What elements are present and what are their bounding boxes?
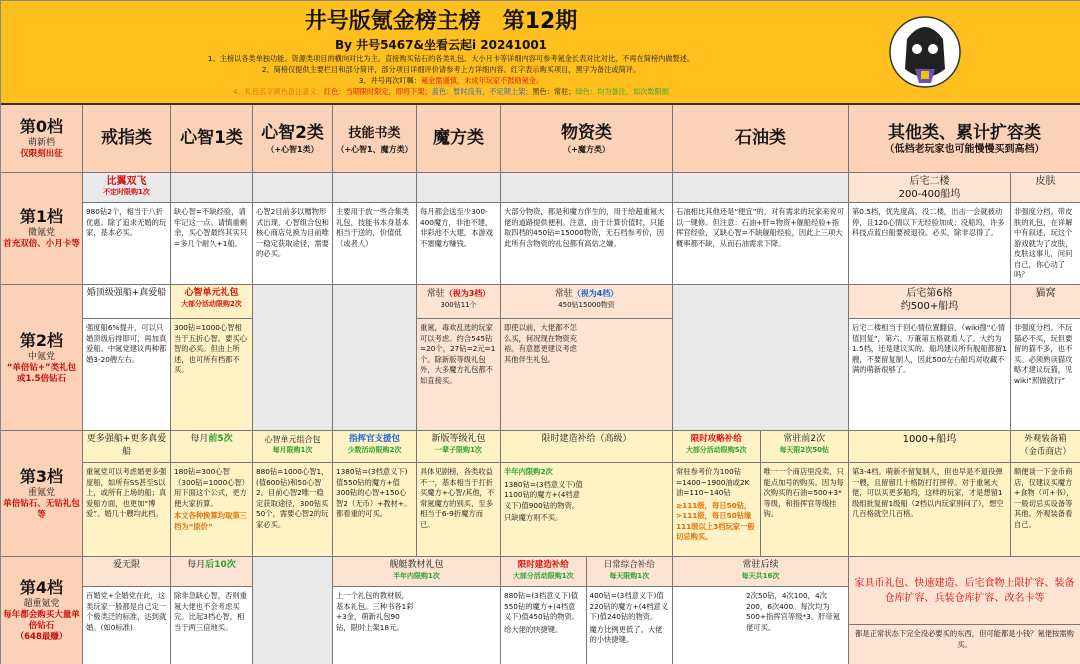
col-ring-header: 戒指类 bbox=[83, 105, 171, 173]
t1-ring-title: 比翼双飞 bbox=[106, 176, 147, 187]
t3-material-cell: 限时建造补给（高级） 半年内限购2次 1380钻=(3档意义下)值1100钻的魔方+(4档意义下)值900钻的物资。 只缺魔方则不买。 bbox=[501, 431, 673, 557]
t4-ring-cell: 爱无限 百婚党+全婚党在此，这类玩家一般都是自己定一个极类泛的标准，达到就婚。(如0标准) bbox=[83, 557, 171, 664]
mascot-logo-icon bbox=[889, 9, 961, 95]
t1-oil-cell: 石油相比其他还是“便宜”的，对有需求的玩家来说可以一键修。但注意：石油+肝=物资+舰船经验+指挥官经验，又缺心智=不缺舰船经验，因此上三项大概率都不缺，从而石油需求下降。 bbox=[673, 173, 849, 285]
t3-mind2-cell: 心智单元组合包 每月限购1次 880钻=1000心智1，(值600钻)和50心智2。目前心智2唯一稳定获取途径，300钻买50个，需要心智2的玩家必买。 bbox=[253, 431, 333, 557]
header-banner bbox=[1, 1, 1080, 105]
t2-other2-cell: 猫窝 非强度分档。不玩猫必不买，玩但要留的猫不多，也不买。必须熟读猫攻略才建议玩猫，见wiki“照做就行” bbox=[1011, 285, 1080, 431]
tier-table bbox=[1, 105, 1080, 664]
page-title: 井号版氪金榜主榜 第12期 bbox=[304, 9, 578, 34]
note-3: 3、井号再次叮嘱：氪金需谨慎，未成年玩家不鼓励氪金。 bbox=[358, 76, 544, 85]
t3-mind1-cell: 每月前5次 180钻=300心智（300钻=1000心智）用下面这个公式，更方便大家折算。 本文各种换算均取第三档为“原价” bbox=[171, 431, 253, 557]
t1-other2-cell: 皮肤 非强度分档。带皮肤的礼包，在详解中有叙述，玩这个游戏就为了皮肤，皮肤这事儿，问问自己，你心动了吗？ bbox=[1011, 173, 1080, 285]
t4-material-cell bbox=[501, 557, 673, 664]
t1-mind1-cell: 缺心智=不缺经验，请牢记这一点。请慎重剩余，买心智最终其实只=多几个耐久+1船。 bbox=[171, 173, 253, 285]
t4-mind2-cell bbox=[253, 557, 333, 664]
col-material-header: 物资类 （+魔方类） bbox=[501, 105, 673, 173]
t2-ring-cell: 婚顶级强船+真爱船 强度船6%提升，可以只婚顶级后排即可，再加真爱船。中氪党建议两种都婚3-20艘左右。 bbox=[83, 285, 171, 431]
t3-ring-cell: 更多强船+更多真爱船 重氪党可以考虑婚更多强度船，如所有SS甚至S以上，或所有上场的船；真爱船方面，也更加“博爱”。婚几十艘均此档。 bbox=[83, 431, 171, 557]
t2-cube-cell: 常驻（视为3档） 300钻11个 重氪，毒欢乱选的玩家可以考虑。约合545钻=20个，27钻=2元=1个。除新版等级礼包外，大多魔方礼包都不如直接买。 bbox=[417, 285, 501, 431]
t3-other1-cell: 1000+船坞 第3-4档。萌新不留复制人，但也早是不退役弹一艘，且留留几十格防打打摔停。对于重氪大佬，可以买更多船坞，这样的玩家，才是想留1级组批复留1级船（2档以内玩家别问了），想空几百格就空几百格。 bbox=[849, 431, 1011, 557]
t3-other2-cell: 外观装备箱 （金币商店） 顺便谈一下金币商店，仅建议买魔方+食物（可+书），一般切忌买设备等其他。外观装备看自己。 bbox=[1011, 431, 1080, 557]
col-mind1-header: 心智1类 bbox=[171, 105, 253, 173]
note-1: 1、主榜以各类单独功能、资源类项目的横向对比为主。直接购买钻石的各类礼包、大小月卡等详细内容可参考氪金长表对比对比，不再在简榜内做赘述。 bbox=[207, 54, 695, 63]
tier-0-label: 第0档 萌新档 仅限刻出征 bbox=[1, 105, 83, 173]
tier-2-label: 第2档 中氪党 “单倍钻+”类礼包或1.5倍钻石 bbox=[1, 285, 83, 431]
col-cube-header: 魔方类 bbox=[417, 105, 501, 173]
t2-mind1-cell: 心智单元礼包 大部分活动限购2次 300钻=1000心智相当于五折心智。要买心智的必买。但由上所述，也可所有档都不买。 bbox=[171, 285, 253, 431]
t4-mind1-cell: 每月后10次 除非急缺心智，否则重氪大佬也不会考虑买完。比起3档心智，相当于两三倍地买。 bbox=[171, 557, 253, 664]
t2-skill-cell bbox=[333, 285, 417, 431]
t1-other1-cell: 后宅二楼 200-400船坞 第0.5档，优先度高。没二楼，出击一会就被动停，且120心情以下无经验加成；没船坞，许多科技点蓝白船要被退役。必买，除非忍得了。 bbox=[849, 173, 1011, 285]
t3-oil-limited: 限时攻略补给 大部分活动限购5次 常驻参考价为100钻=1400~1900油或2K油=110~140钻 ≥111级，每日50钻，>111级，每日50钻缘111级以上3档玩家一般切忌购买。 bbox=[673, 431, 761, 556]
t1-cube-cell: 每月都会送至少300-400魔方，非池不建，非彩池不大建，本游戏不塞魔方赚钱。 bbox=[417, 173, 501, 285]
t1-skill-cell: 主要用于放一些合集类礼包，技能书本身基本相当于送的，价值低（或者人） bbox=[333, 173, 417, 285]
t4-skill-cell: 舰艇教材礼包 半年内限购1次 上一个礼包的教材版，基本礼包。三种书各1彩+3金，萌新礼包90钻，限时上架18元。 bbox=[333, 557, 501, 664]
t2-material-cell: 常驻（视为4档） 450钻15000物资 即使以前，大佬都不怎么买，何况现在物资充裕。有意愿更建议考虑其他伴生礼包。 bbox=[501, 285, 673, 431]
note-4: 4、礼包名字颜色备注意义：红色：当期限时限定，即将下架；蓝色：暂时没有，不定期上架；黑色：常驻；绿色：均为备注，如次数限制 bbox=[233, 87, 669, 96]
t1-mind2-cell: 心智2目前多以赠物形式出现，心智组合包和核心商店兑换为目前唯一稳定获取途径，需要的必买。 bbox=[253, 173, 333, 285]
col-oil-header: 石油类 bbox=[673, 105, 849, 173]
tier-4-label: 第4档 超重氪党 每年都会购买大量单倍钻石 （648最赚） bbox=[1, 557, 83, 664]
col-mind2-header: 心智2类 （+心智1类） bbox=[253, 105, 333, 173]
t3-cube-cell: 新版等级礼包 一辈子限购1次 具体见剧榜，各类收益不一，基本相当于打折买魔方+心智/其他，不常氪魔方的别买，至多相当于6-9折魔方而已。 bbox=[417, 431, 501, 557]
t1-material-cell: 大部分物资，都是和魔方伴生的，用于给超重氪大佬的道路提供便利。注意，由于计算价值时，只能取四档的450钻=15000物资，无石档参考价，因此所有含物资的礼包都有高估之嫌。 bbox=[501, 173, 673, 285]
t2-other1-cell: 后宅第6格 约500+船坞 后宅二楼相当于回心情位置翻倍，（wiki搜“心情值回复”，第六、万董第五格就看人了。大约为1.5档，还是建议买的。船坞建议所有舰船都留1艘，不要留复制人，因此500左右船坞对收藏不满的萌新很够了。 bbox=[849, 285, 1011, 431]
t4-material-limited: 限时建造补给 大部分活动限购1次 880钻=(3档意义下)值550钻的魔方+(4档意义下)值450钻的物资。 给大佬的快捷键。 bbox=[501, 557, 587, 664]
t3-oil-daily: 常驻前2次 每天限2次50钻 唯一一个商店里没卖、只能点加号的购买。因为每次购买的石油=500+3*等级，和指挥官等级挂钩。 bbox=[761, 431, 849, 556]
t4-oil-cell: 常驻后续 每天共16次 2次50钻，4次100，4次200，6次400。每次均为500+指挥官等级*3。肝帝氪佬可买。 bbox=[673, 557, 849, 664]
note-2: 2、简榜仅提供主要栏目和部分简评，部分项目详细评价请参考上方详细内容。红字表示购买项目，黑字为备注或简评。 bbox=[261, 65, 641, 74]
t2-oil-cell bbox=[673, 285, 849, 431]
tier-3-label: 第3档 重氪党 单倍钻石、无钻礼包等 bbox=[1, 431, 83, 557]
byline: By 井号5467&坐看云起i 20241001 bbox=[334, 38, 548, 52]
t1-ring-cell: 比翼双飞 不定时限购1次 980钻2个，相当于八折优惠。除了追求无婚的玩家，基本必买。 bbox=[83, 173, 171, 285]
t3-oil-cell bbox=[673, 431, 849, 557]
tier-1-label: 第1档 微氪党 首充双倍、小月卡等 bbox=[1, 173, 83, 285]
t4-material-daily: 日常综合补给 每天限购1次 400钻=(3档意义下)值220钻的魔方+(4档意义下)值240钻的物资。 魔方比例更低了。大佬的小快捷键。 bbox=[587, 557, 673, 664]
t3-skill-cell: 指挥官支援包 少数活动限购2次 1380钻=(3档意义下)值550钻的魔方+值300钻的心智+150心智2（无币）+教材+。都看重的可买。 bbox=[333, 431, 417, 557]
t4-other-cell: 家具币礼包、快速建造、后宅食物上限扩容、装备仓库扩容、兵装仓库扩容、改名卡等 都是正常状态下完全没必要买的东西，但可能都是小钱？氪佬按需购买。 bbox=[849, 557, 1080, 664]
col-other-header: 其他类、累计扩容类 （低档老玩家也可能慢慢买到高档） bbox=[849, 105, 1080, 173]
col-skill-header: 技能书类 （+心智1、魔方类） bbox=[333, 105, 417, 173]
t2-mind2-cell bbox=[253, 285, 333, 431]
header-notes bbox=[21, 53, 881, 97]
